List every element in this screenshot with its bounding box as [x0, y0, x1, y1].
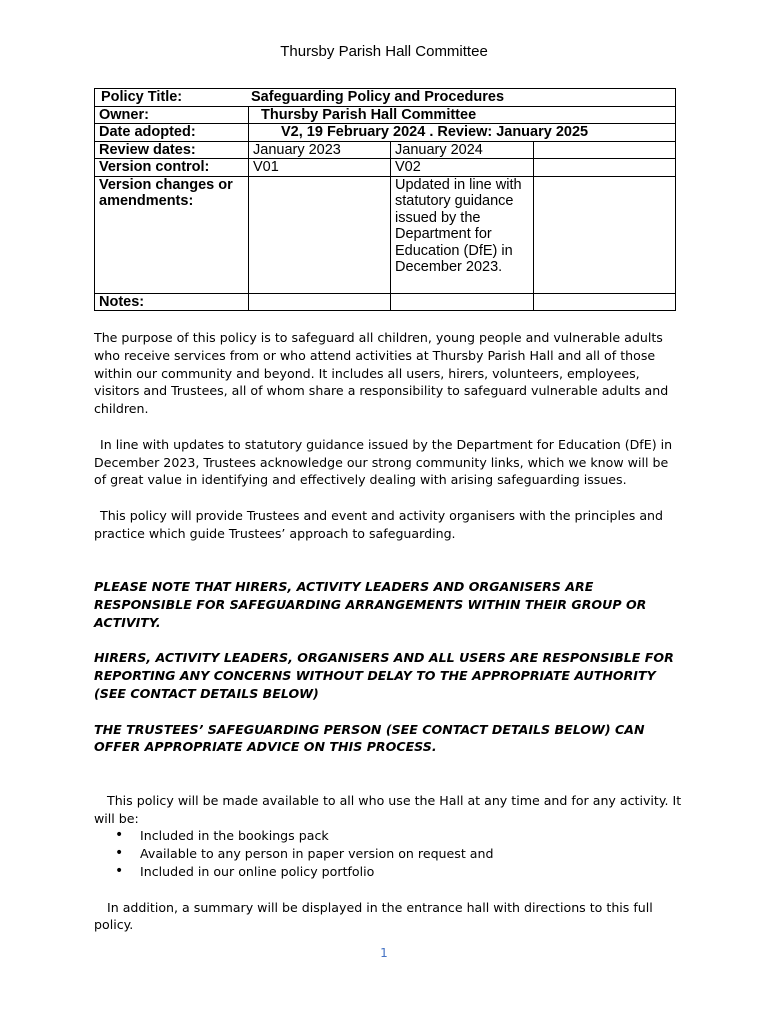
page-number: 1	[380, 946, 388, 960]
availability-paragraph: This policy will be made available to all who use the Hall at any time and for any activity. It will be:	[94, 792, 682, 826]
safeguarding-person-note: THE TRUSTEES’ SAFEGUARDING PERSON (SEE CONTACT DETAILS BELOW) CAN OFFER APPROPRIATE ADVICE ON THIS PROCESS.	[94, 721, 645, 755]
hirers-responsibility-note: PLEASE NOTE THAT HIRERS, ACTIVITY LEADERS AND ORGANISERS ARE RESPONSIBLE FOR SAFEGUARDING ARRANGEMENTS WITHIN THEIR GROUP OR ACTIVITY.	[94, 579, 647, 630]
notes-cell	[391, 293, 534, 311]
list-item: • Included in the bookings pack	[94, 827, 684, 845]
policy-title-label: Policy Title:	[101, 89, 183, 105]
document-header: Thursby Parish Hall Committee	[280, 43, 488, 60]
version-changes-cell: Updated in line with statutory guidance issued by the Department for Education (DfE) in December 2023.	[391, 176, 534, 293]
review-date-cell: January 2024	[391, 141, 534, 159]
body-text	[94, 329, 684, 934]
owner-row	[95, 106, 676, 124]
review-dates-row	[95, 141, 676, 159]
review-date-cell	[534, 141, 676, 159]
owner-value: Thursby Parish Hall Committee	[249, 106, 676, 124]
date-adopted-label: Date adopted:	[95, 124, 249, 142]
version-changes-label: Version changes or amendments:	[95, 176, 249, 293]
list-item: • Available to any person in paper version on request and	[94, 845, 684, 863]
policy-title-value: Safeguarding Policy and Procedures	[251, 89, 505, 105]
policy-metadata-table	[94, 88, 676, 311]
version-changes-cell	[534, 176, 676, 293]
purpose-paragraph: The purpose of this policy is to safeguard all children, young people and vulnerable adults who receive services from or who attend activities at Thursby Parish Hall and all of those within our community and beyond. It includes all users, hirers, volunteers, employees, visitors and Trustees, all of whom share a responsibility to safeguard vulnerable adults and children.	[94, 330, 669, 417]
date-adopted-value: V2, 19 February 2024 . Review: January 2025	[249, 124, 676, 142]
summary-paragraph: In addition, a summary will be displayed in the entrance hall with directions to this full policy.	[94, 899, 653, 933]
notes-row	[95, 293, 676, 311]
reporting-concerns-note: HIRERS, ACTIVITY LEADERS, ORGANISERS AND ALL USERS ARE RESPONSIBLE FOR REPORTING ANY CONCERNS WITHOUT DELAY TO THE APPROPRIATE AUTHORITY (SEE CONTACT DETAILS BELOW)	[94, 650, 674, 701]
availability-list	[94, 827, 684, 880]
review-dates-label: Review dates:	[95, 141, 249, 159]
notes-cell	[534, 293, 676, 311]
owner-label: Owner:	[95, 106, 249, 124]
principles-paragraph: This policy will provide Trustees and event and activity organisers with the principles and practice which guide Trustees’ approach to safeguarding.	[94, 507, 664, 541]
version-cell: V02	[391, 159, 534, 177]
policy-title-row	[95, 89, 676, 107]
notes-cell	[249, 293, 391, 311]
version-control-row	[95, 159, 676, 177]
date-adopted-row	[95, 124, 676, 142]
version-changes-cell	[249, 176, 391, 293]
version-cell	[534, 159, 676, 177]
notes-label: Notes:	[95, 293, 249, 311]
review-date-cell: January 2023	[249, 141, 391, 159]
version-control-label: Version control:	[95, 159, 249, 177]
list-item: • Included in our online policy portfolio	[94, 863, 684, 881]
version-cell: V01	[249, 159, 391, 177]
statutory-guidance-paragraph: In line with updates to statutory guidance issued by the Department for Education (DfE) in December 2023, Trustees acknowledge our strong community links, which we know will be of great value in identifying and effectively dealing with arising safeguarding issues.	[94, 436, 673, 488]
version-changes-row	[95, 176, 676, 293]
